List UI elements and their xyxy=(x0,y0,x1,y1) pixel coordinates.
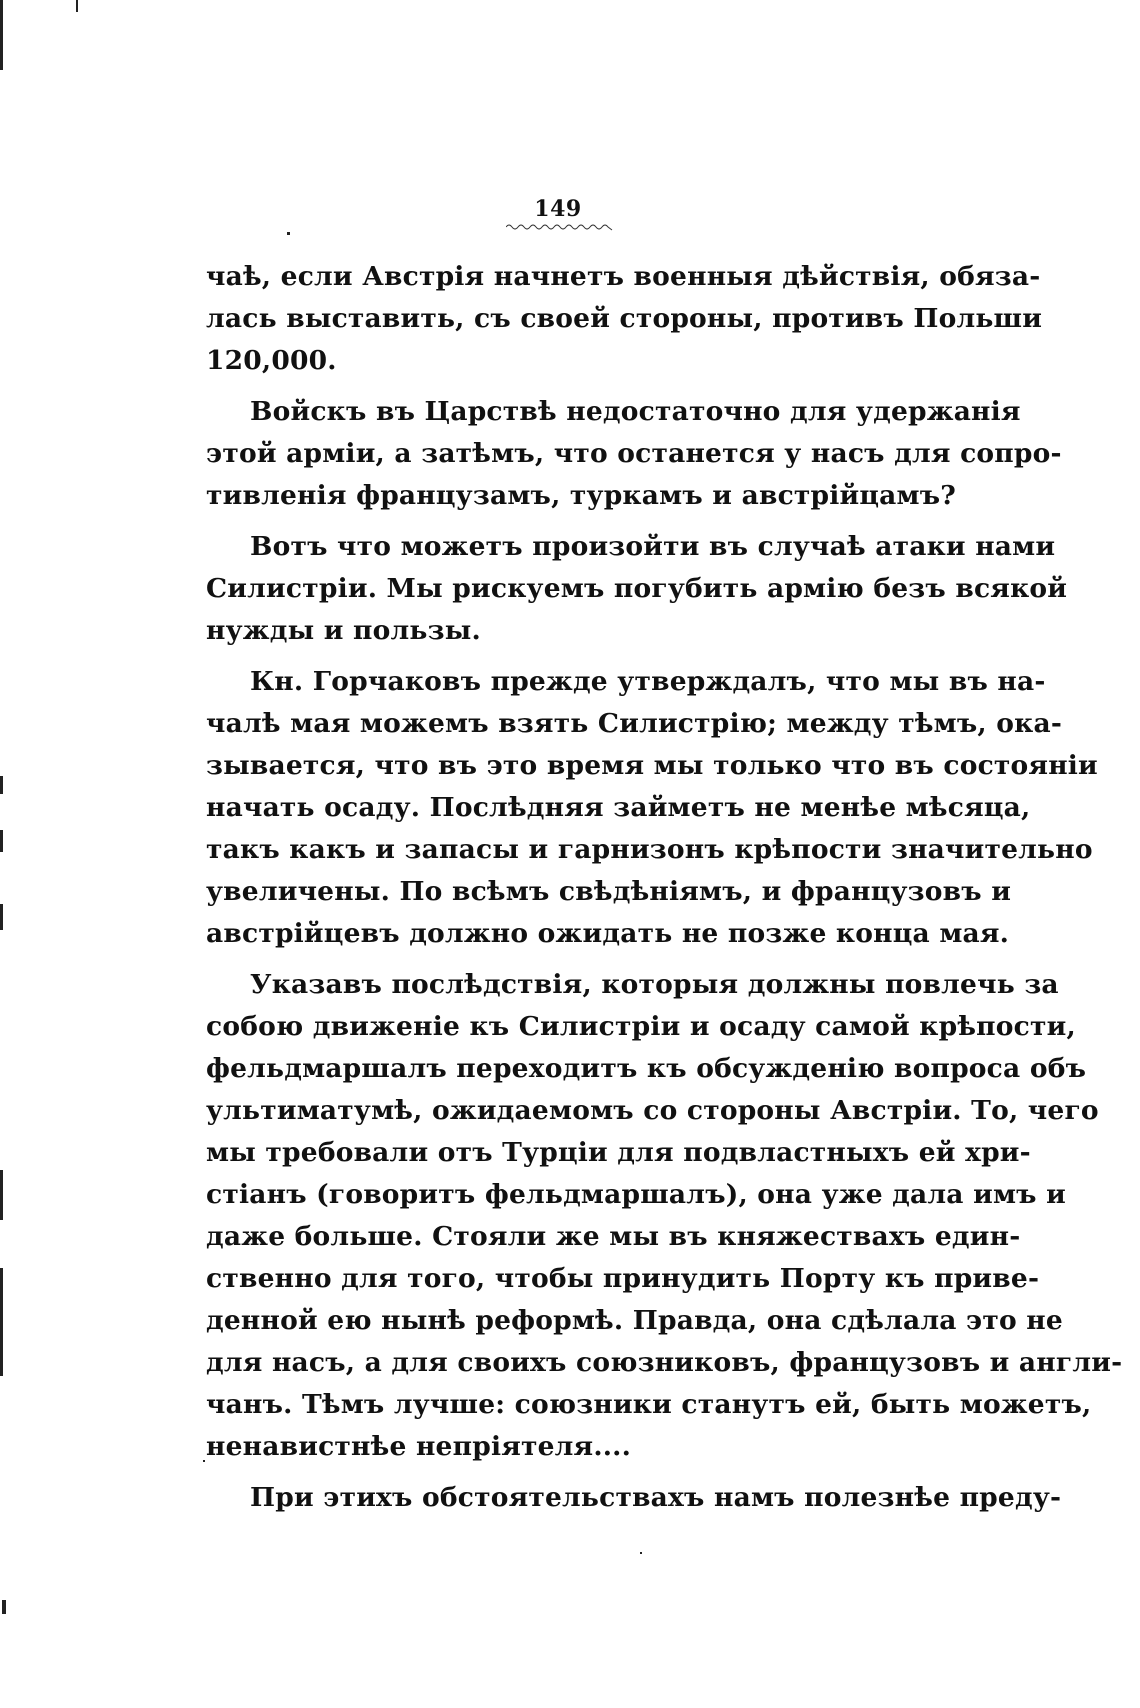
scan-edge-mark xyxy=(0,0,3,70)
text-line xyxy=(206,256,1041,298)
text-line xyxy=(206,1342,1123,1384)
text-line-content: такъ какъ и запасы и гарнизонъ крѣпости значительно xyxy=(206,834,1093,865)
text-line-content: чанъ. Тѣмъ лучше: союзники станутъ ей, быть можетъ, xyxy=(206,1389,1092,1420)
text-line-content: фельдмаршалъ переходитъ къ обсужденію вопроса объ xyxy=(206,1053,1087,1084)
text-line xyxy=(206,1006,1076,1048)
text-line xyxy=(206,1426,922,1468)
scan-speck xyxy=(287,232,290,235)
scan-edge-mark xyxy=(0,904,3,930)
text-line-content: ультиматумѣ, ожидаемомъ со стороны Австріи. То, чего xyxy=(206,1095,1099,1126)
text-line-content: австрійцевъ должно ожидать не позже конца мая. xyxy=(206,918,1010,949)
text-line-content: ственно для того, чтобы принудить Порту къ приве- xyxy=(206,1263,1040,1294)
text-line-content: мы требовали отъ Турціи для подвластныхъ ей хри- xyxy=(206,1137,1031,1168)
text-line xyxy=(206,1477,1062,1519)
text-line-content: Вотъ что можетъ произойти въ случаѣ атаки нами xyxy=(250,531,1056,562)
body-text xyxy=(206,256,1123,1519)
text-line xyxy=(206,1090,1099,1132)
text-line xyxy=(206,340,922,382)
paragraph-gap xyxy=(206,382,922,391)
text-line-content: Кн. Горчаковъ прежде утверждалъ, что мы въ на- xyxy=(250,666,1046,697)
text-line xyxy=(206,298,1043,340)
text-line-content: Указавъ послѣдствія, которыя должны повлечь за xyxy=(250,969,1059,1000)
text-line-content: Войскъ въ Царствѣ недостаточно для удержанія xyxy=(250,396,1021,427)
paragraph-gap xyxy=(206,652,922,661)
text-line-content: для насъ, а для своихъ союзниковъ, французовъ и англи- xyxy=(206,1347,1123,1378)
scan-speck xyxy=(203,1460,205,1462)
text-line xyxy=(206,526,1056,568)
text-line-content: нужды и пользы. xyxy=(206,615,481,646)
text-line-content: собою движеніе къ Силистріи и осаду самой крѣпости, xyxy=(206,1011,1076,1042)
paragraph xyxy=(206,391,1062,517)
scan-edge-mark xyxy=(0,1268,3,1376)
paragraph xyxy=(206,661,1098,955)
page-number-ornament xyxy=(506,222,616,232)
text-line-content: этой арміи, а затѣмъ, что останется у насъ для сопро- xyxy=(206,438,1062,469)
text-line-content: чаѣ, если Австрія начнетъ военныя дѣйствія, обяза- xyxy=(206,261,1041,292)
scan-edge-mark xyxy=(0,830,3,852)
scan-speck xyxy=(640,1552,642,1554)
text-line xyxy=(206,1216,1021,1258)
text-line-content: 120,000. xyxy=(206,345,337,376)
text-line xyxy=(206,610,922,652)
text-line xyxy=(206,964,1059,1006)
text-line-content: стіанъ (говоритъ фельдмаршалъ), она уже дала имъ и xyxy=(206,1179,1066,1210)
text-line xyxy=(206,829,1093,871)
paragraph xyxy=(206,964,1123,1468)
scan-edge-mark xyxy=(2,1600,6,1614)
text-line-content: начать осаду. Послѣдняя займетъ не менѣе мѣсяца, xyxy=(206,792,1031,823)
paragraph xyxy=(206,256,1043,382)
text-line xyxy=(206,433,1062,475)
text-line xyxy=(206,568,1068,610)
text-line xyxy=(206,1174,1066,1216)
text-line-content: Силистріи. Мы рискуемъ погубить армію безъ всякой xyxy=(206,573,1068,604)
paragraph-gap xyxy=(206,955,922,964)
text-line xyxy=(206,1300,1063,1342)
paragraph-gap xyxy=(206,517,922,526)
text-line-content: тивленія французамъ, туркамъ и австрійцамъ? xyxy=(206,480,957,511)
text-line-content: лась выставить, съ своей стороны, противъ Польши xyxy=(206,303,1043,334)
text-line xyxy=(206,1258,1040,1300)
text-line xyxy=(206,661,1046,703)
text-line xyxy=(206,475,957,517)
text-line xyxy=(206,913,1010,955)
text-line-content: зывается, что въ это время мы только что въ состояніи xyxy=(206,750,1098,781)
paragraph xyxy=(206,1477,1062,1519)
text-line xyxy=(206,871,1012,913)
text-line xyxy=(206,1384,1092,1426)
text-line xyxy=(206,1048,1087,1090)
text-line-content: чалѣ мая можемъ взять Силистрію; между тѣмъ, ока- xyxy=(206,708,1063,739)
text-line xyxy=(206,1132,1031,1174)
scan-edge-mark xyxy=(0,1170,3,1220)
scan-edge-mark xyxy=(76,0,78,12)
page-number: 149 xyxy=(534,196,582,222)
text-line-content: денной ею нынѣ реформѣ. Правда, она сдѣлала это не xyxy=(206,1305,1063,1336)
text-line-content: увеличены. По всѣмъ свѣдѣніямъ, и французовъ и xyxy=(206,876,1012,907)
text-line xyxy=(206,703,1063,745)
text-line-content: даже больше. Стояли же мы въ княжествахъ един- xyxy=(206,1221,1021,1252)
paragraph-gap xyxy=(206,1468,922,1477)
text-line xyxy=(206,391,1021,433)
text-line-content: При этихъ обстоятельствахъ намъ полезнѣе преду- xyxy=(250,1482,1062,1513)
text-line xyxy=(206,787,1031,829)
text-line-content: ненавистнѣе непріятеля.... xyxy=(206,1431,632,1462)
paragraph xyxy=(206,526,1068,652)
scan-edge-mark xyxy=(0,776,3,794)
text-line xyxy=(206,745,1098,787)
